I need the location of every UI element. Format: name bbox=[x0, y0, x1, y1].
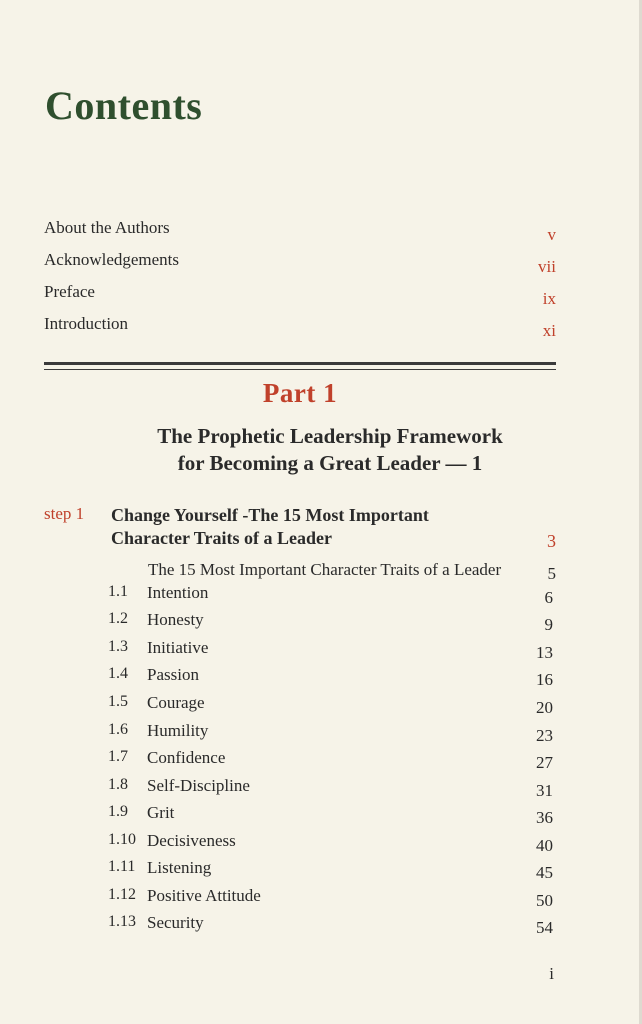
toc-entry[interactable] bbox=[44, 282, 556, 306]
toc-entry-label: About the Authors bbox=[44, 218, 170, 237]
toc-subentry[interactable] bbox=[0, 665, 642, 689]
toc-entry-page: vii bbox=[538, 257, 556, 276]
subentry-page: 50 bbox=[536, 891, 553, 910]
subentry-page: 54 bbox=[536, 918, 553, 937]
part-title-line: The Prophetic Leadership Framework bbox=[157, 424, 503, 448]
toc-entry-label: Preface bbox=[44, 282, 95, 301]
toc-subentry[interactable] bbox=[0, 803, 642, 827]
subentry-label: Confidence bbox=[147, 748, 226, 767]
step-page: 3 bbox=[547, 531, 556, 551]
subentry-number: 1.2 bbox=[108, 610, 128, 627]
subentry-page: 13 bbox=[536, 643, 553, 662]
subentry-number: 1.11 bbox=[108, 858, 136, 875]
subentry-number: 1.13 bbox=[108, 913, 136, 930]
step-label: step 1 bbox=[44, 504, 85, 523]
subentry-label: Security bbox=[147, 913, 204, 932]
subentry-page: 6 bbox=[544, 588, 553, 607]
toc-subentry[interactable] bbox=[0, 886, 642, 910]
toc-entry-page: ix bbox=[542, 289, 556, 308]
toc-entry-page: xi bbox=[542, 321, 556, 340]
step-title-line[interactable]: Change Yourself -The 15 Most Important bbox=[111, 505, 429, 525]
subentry-page: 20 bbox=[536, 698, 553, 717]
subentry-page: 40 bbox=[536, 836, 553, 855]
toc-entry[interactable] bbox=[44, 218, 556, 242]
toc-subentry[interactable] bbox=[0, 583, 642, 607]
toc-entry-label: The 15 Most Important Character Traits of a Leader bbox=[148, 560, 502, 579]
subentry-label: Decisiveness bbox=[147, 831, 236, 850]
toc-entry-label: Introduction bbox=[44, 314, 129, 333]
subentry-number: 1.5 bbox=[108, 693, 128, 710]
subentry-page: 45 bbox=[536, 863, 553, 882]
subentry-page: 27 bbox=[536, 753, 553, 772]
subentry-number: 1.6 bbox=[108, 721, 128, 738]
subentry-label: Initiative bbox=[147, 638, 209, 657]
subentry-label: Grit bbox=[147, 803, 175, 822]
toc-subentry[interactable] bbox=[0, 638, 642, 662]
toc-subentry[interactable] bbox=[0, 831, 642, 855]
page-number: i bbox=[549, 964, 554, 983]
subentry-number: 1.10 bbox=[108, 831, 136, 848]
toc-entry[interactable] bbox=[44, 314, 556, 338]
subentry-label: Intention bbox=[147, 583, 209, 602]
toc-subentry[interactable] bbox=[0, 913, 642, 937]
toc-subentry[interactable] bbox=[0, 748, 642, 772]
subentry-label: Self-Discipline bbox=[147, 776, 250, 795]
subentry-number: 1.8 bbox=[108, 776, 128, 793]
subentry-number: 1.7 bbox=[108, 748, 128, 765]
toc-subentry[interactable] bbox=[0, 721, 642, 745]
subentry-number: 1.9 bbox=[108, 803, 128, 820]
subentry-label: Honesty bbox=[147, 610, 204, 629]
subentry-label: Listening bbox=[147, 858, 212, 877]
toc-subentry[interactable] bbox=[0, 776, 642, 800]
divider-thick bbox=[44, 362, 556, 365]
subentry-number: 1.3 bbox=[108, 638, 128, 655]
subentry-page: 16 bbox=[536, 670, 553, 689]
subentry-label: Humility bbox=[147, 721, 209, 740]
subentry-number: 1.12 bbox=[108, 886, 136, 903]
toc-entry-page: 5 bbox=[547, 564, 556, 583]
subentry-page: 9 bbox=[544, 615, 553, 634]
divider-thin bbox=[44, 369, 556, 370]
subentry-label: Passion bbox=[147, 665, 199, 684]
toc-subentry[interactable] bbox=[0, 693, 642, 717]
subentry-number: 1.1 bbox=[108, 583, 128, 600]
toc-entry[interactable] bbox=[44, 250, 556, 274]
toc-entry-page: v bbox=[547, 225, 556, 244]
step-title-line[interactable]: Character Traits of a Leader bbox=[111, 528, 332, 548]
page-title: Contents bbox=[45, 83, 203, 128]
subentry-page: 31 bbox=[536, 781, 553, 800]
subentry-number: 1.4 bbox=[108, 665, 128, 682]
toc-subentry[interactable] bbox=[0, 610, 642, 634]
toc-subentry[interactable] bbox=[0, 858, 642, 882]
toc-entry-label: Acknowledgements bbox=[44, 250, 180, 269]
subentry-page: 36 bbox=[536, 808, 553, 827]
subentry-label: Courage bbox=[147, 693, 205, 712]
subentry-label: Positive Attitude bbox=[147, 886, 261, 905]
part-title-line: for Becoming a Great Leader — 1 bbox=[177, 451, 483, 475]
part-heading: Part 1 bbox=[262, 378, 338, 408]
subentry-page: 23 bbox=[536, 726, 553, 745]
